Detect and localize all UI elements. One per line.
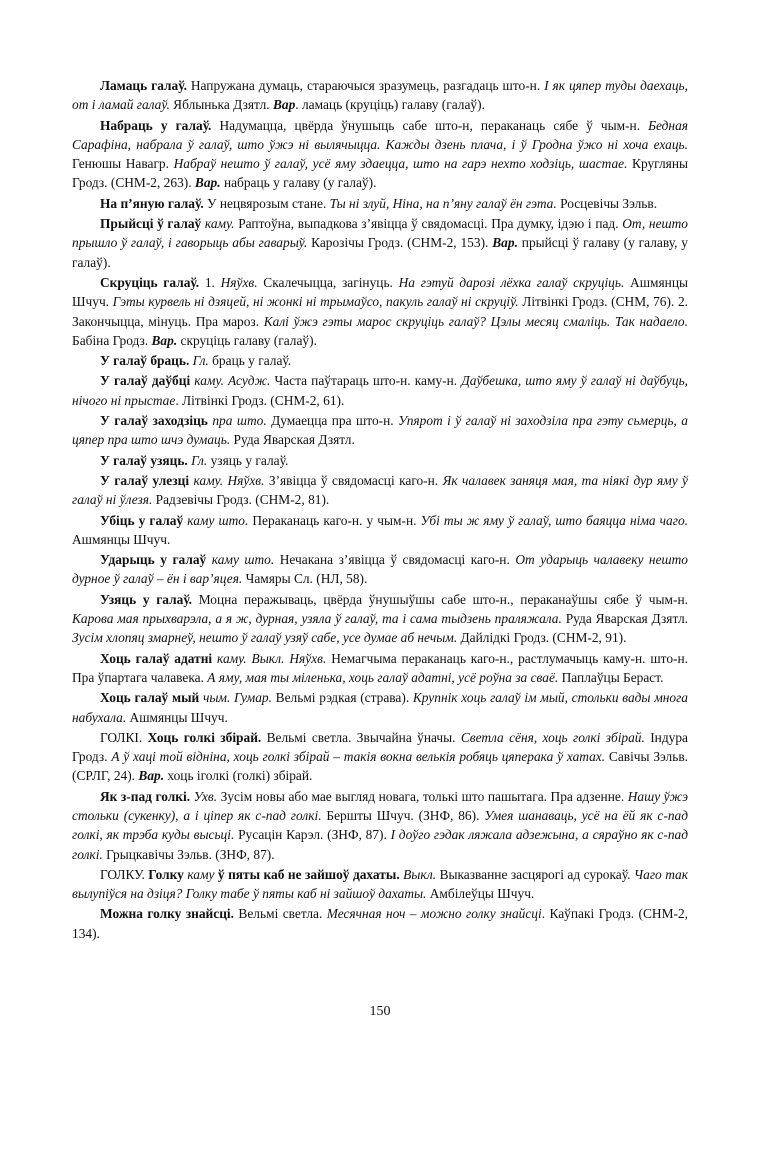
entry-text: Паплаўцы Бераст. [558,669,664,685]
headword: У галаў узяць. [100,452,188,468]
entry-text: Руда Яварская Дзятл. [561,611,688,627]
italic-text: І доўго гэдак ляжала адзежына, а сяраўно як с-пад голкі. [72,827,688,862]
italic-text: Ухв. [190,788,218,804]
entry-text: Індура Гродз. [72,729,688,765]
entry-text: Карозічы Гродз. (СНМ-2, 153). [307,235,493,251]
headword: Хоць голкі збірай. [147,729,262,745]
entry-text: У нецвярозым стане. [203,195,330,211]
headword: Голку [148,866,184,882]
dictionary-entry [72,728,688,786]
italic-text: Выкл. [399,866,437,882]
variant-label: Вар. [194,175,221,191]
dictionary-entry [72,76,688,115]
entry-text: Думаецца пра што-н. [266,413,399,429]
entry-text: Раптоўна, выпадкова з’явіцца ў свядомасці. Пра думку, ідэю і пад. [234,216,623,232]
entry-text: Напружана думаць, стараючыся зразумець, разгадаць што-н. [186,78,545,93]
entry-text: Літвінкі Гродз. (СНМ, 76). 2. Закончыцца, мінуць. Пра мароз. [72,294,688,329]
entry-text: ГОЛКІ. [100,729,148,745]
headword: Прыйсці ў галаў [100,216,202,232]
dictionary-entry [72,688,688,727]
entry-text: Часта паўтараць што-н. каму-н. [270,373,462,389]
italic-text: каму што. [206,552,275,568]
entry-text: Радзевічы Гродз. (СНМ-2, 81). [152,492,330,508]
dictionary-entry [72,411,688,450]
italic-text: Даўбешка, што яму ў галаў ні даўбуць, нічого ні прыстае [72,373,689,408]
dictionary-entry [72,511,688,550]
entry-text: Яблынька Дзятл. [169,97,273,113]
headword: ў пяты каб не зайшоў дахаты. [214,866,400,882]
italic-text: Упярот і ў галаў ні заходзіла пра гэту сьмерць, а цяпер пра што шчэ думаць. [72,413,689,448]
italic-text: Убі ты ж яму ў галаў, што баяцца німа чаго. [420,512,688,528]
entry-text: хоць іголкі (голкі) збірай. [164,768,313,784]
dictionary-entry [72,649,688,688]
dictionary-entry [72,351,688,370]
variant-label: Вар. [151,332,178,348]
entry-text: . ламаць (круціць) галаву (галаў). [295,97,485,113]
entry-text: . Каўпакі Гродз. (СНМ-2, 134). [72,906,689,941]
italic-text: Бедная Сарафіна, набрала ў галаў, што ўжэ ні вылячыцца. Кажды дзень плача, і ў Гродна ўжо ні хоча ехаць. [72,117,688,152]
italic-text: Карова мая прыхварэла, а я ж, дурная, узяла ў галаў, та і сама тыдзень праляжала. [72,611,562,627]
headword: Набраць у галаў. [100,117,212,133]
entry-text: Кругляны Гродз. (СНМ-2, 263). [72,156,688,191]
italic-text: На гэтуй дарозі лёхка галаў скруціць. [398,274,625,290]
dictionary-entry [72,787,688,864]
entry-text: скруціць галаву (галаў). [177,332,317,348]
italic-text: І як цяпер туды даехаць, от і ламай галаў. [72,78,688,113]
italic-text: каму што. [183,512,249,528]
italic-text: Як чалавек заняця мая, та ніякі дур яму ў галаў ні ўлезя. [72,472,689,508]
italic-text: Умея шанаваць, усё на ёй як с-пад голкі, як трэба куды высьці. [72,807,688,843]
headword: У галаў даўбці [100,373,191,389]
entry-text: браць у галаў. [208,353,292,369]
italic-text: Калі ўжэ гэты марос скруціць галаў? Цэлы месяц смаліць. Так надаело. [263,313,688,329]
entry-text: 1. [199,274,221,290]
italic-text: Гэты курвель ні дзяцей, ні жонкі ні трымаўсо, пакуль галаў ні скруціў. [112,294,519,310]
entry-text: Надумацца, цвёрда ўнушыць сабе што-н, пераканаць сябе ў чым-н. [211,117,649,133]
dictionary-entry [72,451,688,470]
headword: Хоць галаў мый [100,690,200,706]
italic-text: Светла сёня, хоць голкі збірай. [460,729,645,745]
page-number: 150 [369,1004,391,1019]
entry-text: Пераканаць каго-н. у чым-н. [248,512,421,528]
headword: Узяць у галаў. [100,591,193,607]
headword: Як з-пад голкі. [100,788,191,804]
entry-text: Амбілеўцы Шчуч. [426,886,535,902]
entry-text: Вельмі светла. Звычайна ўначы. [261,729,461,745]
entry-text: З’явіцца ў свядомасці каго-н. [264,472,443,488]
dictionary-entry [72,214,688,272]
entry-text: Ашмянцы Шчуч. [126,709,228,725]
entry-text: Немагчыма пераканаць каго-н., растлумачыць каму-н. што-н. Пра ўпартага чалавека. [72,650,689,685]
entry-text: Руда Яварская Дзятл. [230,432,355,448]
italic-text: каму. Выкл. Няўхв. [212,650,327,666]
italic-text: Чаго так вылупіўся на дзіця? Голку табе ў пяты каб ні зайшоў дахаты. [72,866,688,902]
italic-text: Нашу ўжэ стольки (сукенку), а і ціпер як с-пад голкі. [72,788,688,823]
entry-text: набраць у галаву (у галаў). [220,175,377,191]
italic-text: А яму, мая ты міленька, хоць галаў адатні, усё роўна за сваё. [207,669,559,685]
headword: Можна голку знайсці. [100,906,235,922]
italic-text: каму. Асудж. [190,373,271,389]
entry-text: ГОЛКУ. [100,866,149,882]
dictionary-entry [72,371,688,410]
entry-text: Вельмі светла. [234,906,327,922]
dictionary-entry [72,116,688,193]
entry-text: прыйсці ў галаву (у галаву, у галаў). [72,235,688,270]
entry-text: Вельмі рэдкая (страва). [271,690,413,706]
variant-label: Вар. [492,235,518,251]
entry-text: Бабіна Гродз. [72,332,152,348]
italic-text: чым. Гумар. [199,690,272,706]
entry-text: Нечакана з’явіцца ў свядомасці каго-н. [274,552,516,568]
italic-text: каму [183,866,215,882]
entry-text: Русацін Карэл. (ЗНФ, 87). [234,827,391,843]
entry-text: Зусім новы або мае выгляд новага, толькі што пашытага. Пра адзенне. [217,788,628,804]
entry-text: Скалечыцца, загінуць. [257,274,399,290]
entry-text: Выказванне засцярогі ад сурокаў. [436,866,634,882]
entry-text: узяць у галаў. [207,452,289,468]
italic-text: Гл. [187,452,208,468]
variant-label: Вар. [138,768,165,784]
entry-text: Грыцкавічы Зэльв. (ЗНФ, 87). [102,846,275,862]
headword: Ударыць у галаў [100,552,207,568]
dictionary-entry [72,471,688,510]
dictionary-entry [72,550,688,589]
headword: У галаў улезці [100,472,190,488]
headword: На п’яную галаў. [100,195,204,211]
italic-text: Няўхв. [220,274,258,290]
dictionary-entry [72,194,688,213]
entry-text: Ашмянцы Шчуч. [72,531,171,547]
headword: Хоць галаў адатні [100,650,213,666]
entry-text: . Літвінкі Гродз. (СНМ-2, 61). [175,392,345,408]
headword: Убіць у галаў [100,512,184,528]
italic-text: От ударыць чалавеку нешто дурное ў галаў – ён і вар’яцея. [72,552,688,587]
dictionary-entry [72,865,688,904]
entry-text: Ашмянцы Шчуч. [72,274,688,310]
italic-text: Гл. [189,353,209,369]
dictionary-entry [72,590,688,648]
headword: У галаў заходзіць [100,413,208,429]
entry-text: Росцевічы Зэльв. [556,195,658,211]
entry-text: Генюшы Навагр. [72,156,174,172]
italic-text: Месячная ноч – можно голку знайсці [326,906,542,922]
italic-text: Набраў нешто ў галаў, усё яму здаецца, што на гарэ нехто ходзіць, шастае. [173,156,628,172]
italic-text: каму. [201,216,235,232]
dictionary-entry [72,904,688,943]
italic-text: Зусім хлопяц змарнеў, нешто ў галаў узяў сабе, усе думае аб нечым. [72,630,458,646]
italic-text: каму. Няўхв. [189,472,265,488]
entry-text: Чамяры Сл. (НЛ, 58). [242,571,368,587]
headword: Ламаць галаў. [100,78,187,93]
headword: Скруціць галаў. [100,274,200,290]
page-body [72,76,688,944]
italic-text: От, нешто прышло ў галаў, і гаворыць абы гаварыў. [72,216,688,251]
entry-text: Моцна перажываць, цвёрда ўнушыўшы сабе што-н., пераканаўшы сябе ў чым-н. [192,591,688,607]
entry-text: Савічы Зэльв. (СРЛГ, 24). [72,749,688,784]
italic-text: А ў хаці той відніна, хоць голкі збірай – такія вокна велькія робяць цяперака ў хатах. [111,749,606,765]
italic-text: Крупнік хоць галаў ім мый, стольки вады многа набухала. [72,690,688,725]
headword: У галаў браць. [100,353,190,369]
entry-text: Дайлідкі Гродз. (СНМ-2, 91). [457,630,627,646]
variant-label: Вар [272,97,296,113]
entry-text: Бершты Шчуч. (ЗНФ, 86). [321,807,485,823]
dictionary-entry [72,273,688,350]
italic-text: пра што. [207,413,267,429]
italic-text: Ты ні злуй, Ніна, на п’яну галаў ён гэта. [329,195,557,211]
